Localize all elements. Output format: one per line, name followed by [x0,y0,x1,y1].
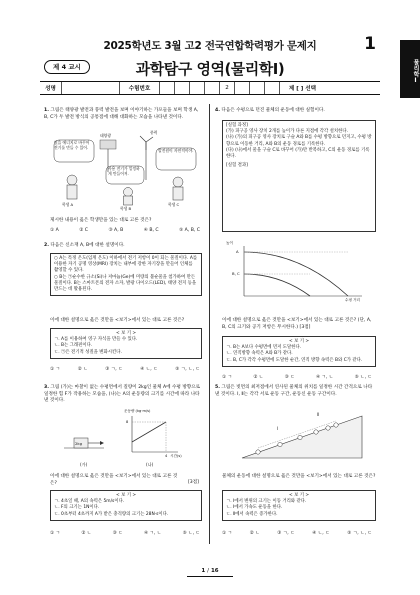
q5-ask: 물체의 운동에 대한 설명으로 옳은 것만을 <보기>에서 있는 대로 고른 것은? [222,474,376,479]
q3-options [50,530,200,536]
q2-opt-2[interactable]: ② ㄴ [77,367,88,372]
q5-opt-1[interactable]: ① ㄱ [222,531,233,536]
q1-stem: 그림은 태양광 발전과 풍력 발전을 보며 이야기하는 가포들을 보며 학생 A, B, C가 두 발전 방식의 공통점에 대해 대화하는 모습을 나타낸 것이다. [44,108,199,120]
q3-points: [3점] [188,480,199,485]
q2-bogi [50,328,202,359]
period-badge: 제 4 교시 [44,60,90,74]
q5-number: 5. [215,385,220,390]
q3-bogi-label: < 보 기 > [115,493,137,498]
q2-box-b: ○ B는 ㉠순수한 규소(Si)나 저마늄(Ge)에 미량의 불순물을 첨가하여 만든 물질이다. B는 스마트폰의 전자 소자, 발광 다이오드(LED), 태양 전지 등을 만드는 데 활용된다. [54,274,197,293]
q4-opt-5[interactable]: ⑤ ㄴ, ㄷ [354,375,372,380]
q5-bogi [222,490,376,521]
q1-opt-5[interactable]: ⑤ A, B, C [179,228,200,233]
subject-side-tab: 물리학Ⅰ [400,40,420,98]
q4-bogi-label: < 보 기 > [288,339,310,344]
q5-opt-5[interactable]: ⑤ ㄱ, ㄴ, ㄷ [347,531,372,536]
q3-axis-x: 시간(s) [170,454,182,458]
q4-proc-2: (나) (가)의 피구공 영사 장치로 구슬 A와 B를 수평 방향으로 던지고, 수평 방향으로 이동한 거리, A와 B의 운동 경로를 기록한다. [226,135,372,147]
q4-opt-2[interactable]: ② ㄴ [253,375,264,380]
q4-result-title: [실험 결과] [226,163,248,169]
q5-bogi-label: < 보 기 > [288,493,310,498]
question-3 [44,385,204,405]
q5-seg-2: Ⅱ [317,412,319,417]
q5-item-1: ㄱ. Ⅰ에서 변위의 크기는 이동 거리와 같다. [226,499,307,505]
id-box-3[interactable] [190,82,205,94]
q2-opt-1[interactable]: ① ㄱ [50,367,61,372]
q4-item-2: ㄴ. 연직방향 속력은 A와 B가 같다. [226,351,293,357]
column-divider [209,104,210,544]
q3-opt-1[interactable]: ① ㄱ [50,531,61,536]
q2-options [50,366,200,372]
q1-sign-wind: 풍력 [150,130,158,135]
question-5 [215,385,375,398]
q4-axis-y: 높이 [226,241,233,245]
q3-val-y: 8 [126,420,129,424]
q2-bogi-label: < 보 기 > [115,331,137,336]
id-digit: 2 [220,82,235,94]
q3-val-x: 4 [165,454,168,458]
header-rule-bottom [40,94,380,95]
q1-options [50,228,200,233]
subject-title: 과학탐구 영역(물리학Ⅰ) [135,60,285,78]
info-row [40,82,380,94]
question-2 [44,243,204,250]
q3-mass-label: 2kg [75,441,83,446]
q3-opt-2[interactable]: ② ㄴ [81,531,92,536]
q1-opt-2[interactable]: ② C [79,228,88,233]
q1-opt-3[interactable]: ③ A, B [108,228,124,233]
q2-stem: 다음은 신소재 A, B에 대한 설명이다. [50,243,125,248]
q1-opt-4[interactable]: ④ B, C [143,228,159,233]
q1-bubble-a: 빛을 에너지로 바꾸어 전기를 만들 수 있어. [54,140,90,150]
q4-opt-3[interactable]: ③ ㄷ [284,375,295,380]
q2-opt-3[interactable]: ③ ㄱ, ㄷ [105,367,123,372]
q2-item-1: ㄱ. A를 이용하여 영구 자석을 만들 수 있다. [54,337,138,343]
q4-bogi [222,336,376,367]
q3-opt-3[interactable]: ③ ㄷ [112,531,123,536]
q2-item-2: ㄴ. B는 그래핀이다. [54,343,93,349]
page-number: 1 [364,34,376,54]
q5-options [222,530,372,536]
q5-opt-3[interactable]: ③ ㄱ, ㄷ [277,531,295,536]
q4-curve-a: A [236,249,239,254]
q4-ask: 이에 대한 설명으로 옳은 것만을 <보기>에서 있는 대로 고른 것은? (단, A, B, C의 크기와 공기 저항은 무시한다.) [3점] [222,318,372,330]
footer-page: 1 [201,568,206,574]
id-box-8[interactable] [265,82,280,94]
q4-stem: 다음은 수평으로 던진 물체의 운동에 대한 실험이다. [221,108,325,113]
q1-number: 1. [44,108,49,113]
q1-label-a: 학생 A [62,202,74,207]
q2-item-3: ㄷ. ㉠은 전기적 성질을 변화시킨다. [54,349,122,355]
exam-title: 2025학년도 3월 고2 전국연합학력평가 문제지 [103,40,317,52]
q2-info-box [50,253,202,296]
q3-opt-5[interactable]: ⑤ ㄴ, ㄷ [182,531,200,536]
q5-stem: 그림은 빗면의 최저점에서 연사된 물체의 위치를 일정한 시간 간격으로 나타낸 것이다. Ⅰ, Ⅱ는 각각 서로 운동 구간, 운동신 운동 구간이다. [215,385,373,397]
q4-item-3: ㄷ. B, C가 각각 수평면에 도달한 순간, 연직 방향 속력은 B와 C가 같다. [226,357,363,363]
q3-opt-4[interactable]: ④ ㄱ, ㄴ [143,531,162,536]
q3-label-na: (나) [146,462,154,467]
q5-figure [232,406,372,464]
page-footer: 1 / 16 [187,565,233,577]
q4-curve-bc: B, C [232,271,240,276]
q5-opt-4[interactable]: ④ ㄴ, ㄷ [312,531,330,536]
q3-bogi [50,490,202,521]
question-1 [44,108,204,121]
id-label: 수험번호 [120,82,160,94]
q1-bubble-b: 사용 전기가 일정하게 만들어져. [108,166,140,176]
q2-opt-5[interactable]: ⑤ ㄱ, ㄴ, ㄷ [175,367,200,372]
q4-opt-4[interactable]: ④ ㄱ, ㄴ [315,375,334,380]
q4-proc-3: (다) (나)에서 물을 구슬 C로 바꾸어 (가)만 반복하고, C의 운동 경로를 기록한다. [226,147,370,160]
q2-opt-4[interactable]: ④ ㄴ, ㄷ [140,367,158,372]
q5-opt-2[interactable]: ② ㄴ [249,531,260,536]
q5-item-2: ㄴ. Ⅰ에서 가속도 운동을 한다. [226,505,283,511]
q1-opt-1[interactable]: ① A [50,228,59,233]
q5-item-3: ㄷ. Ⅱ에서 속력은 증가한다. [226,511,278,517]
q4-procedure-box [222,120,376,232]
q3-item-3: ㄷ. 0초부터 4초까지 A가 받은 충격량의 크기는 28N·s이다. [54,511,169,517]
q4-item-1: ㄱ. B는 A보다 수평면에 먼저 도달한다. [226,345,302,351]
name-field[interactable] [62,82,120,94]
q3-number: 3. [44,385,49,390]
q1-label-b: 학생 B [120,206,132,211]
q1-sign-solar: 태양광 [100,133,112,138]
q1-label-c: 학생 C [168,202,180,207]
q1-ask: 제시한 내용이 옳은 학생만을 있는 대로 고른 것은? [50,218,152,223]
q3-item-2: ㄴ. F의 크기는 1N이다. [54,505,100,511]
q3-ask: 이에 대한 설명으로 옳은 것만을 <보기>에서 있는 대로 고른 것은? [50,474,178,486]
q4-graph [230,244,370,302]
q4-options [222,374,372,380]
q4-proc-title: [실험 과정] [226,123,248,128]
q4-opt-1[interactable]: ① ㄱ [222,375,233,380]
id-box-6[interactable] [235,82,250,94]
q1-bubble-c: 발전원이 자연적이야. [158,148,194,153]
q2-number: 2. [44,243,49,248]
q3-label-ga: (가) [80,462,88,467]
id-box-1[interactable] [160,82,175,94]
q5-seg-1: Ⅰ [277,426,279,431]
q3-item-1: ㄱ. 4초일 때, A의 속력은 5m/s이다. [54,499,125,505]
q3-stem: 그림 (가)는 마찰이 없는 수평면에서 질량이 2kg인 물체 A에 수평 방향으로 일정한 힘 F가 작용하는 모습을, (나)는 A의 운동량의 크기를 시간에 따라 나타낸 것이다. [44,385,201,404]
q4-proc-1: (가) 피구공 영사 장치 2개를 높이가 다른 지점에 각각 설치한다. [226,129,348,135]
q3-axis-y: 운동량 (kg·m/s) [124,409,151,413]
name-label: 성명 [40,82,62,94]
q4-number: 4. [215,108,220,113]
id-box-7[interactable] [250,82,265,94]
q4-axis-x: 수평 거리 [345,298,361,302]
q2-ask: 이에 대한 설명으로 옳은 것만을 <보기>에서 있는 대로 고른 것은? [50,318,185,323]
q2-box-a: ○ A는 특정 온도(임계 온도) 이하에서 전기 저항이 0이 되는 물질이다. A를 이용한 자기 공명 영상(MRI) 장치는 내부에 강한 자기장을 만들어 인체를 촬영할 수 있다. [54,256,198,274]
id-box-2[interactable] [175,82,190,94]
id-box-4[interactable] [205,82,220,94]
footer-total: 16 [210,568,219,574]
choice-label: 제 [ ] 선택 [288,86,317,92]
question-4 [215,108,375,115]
